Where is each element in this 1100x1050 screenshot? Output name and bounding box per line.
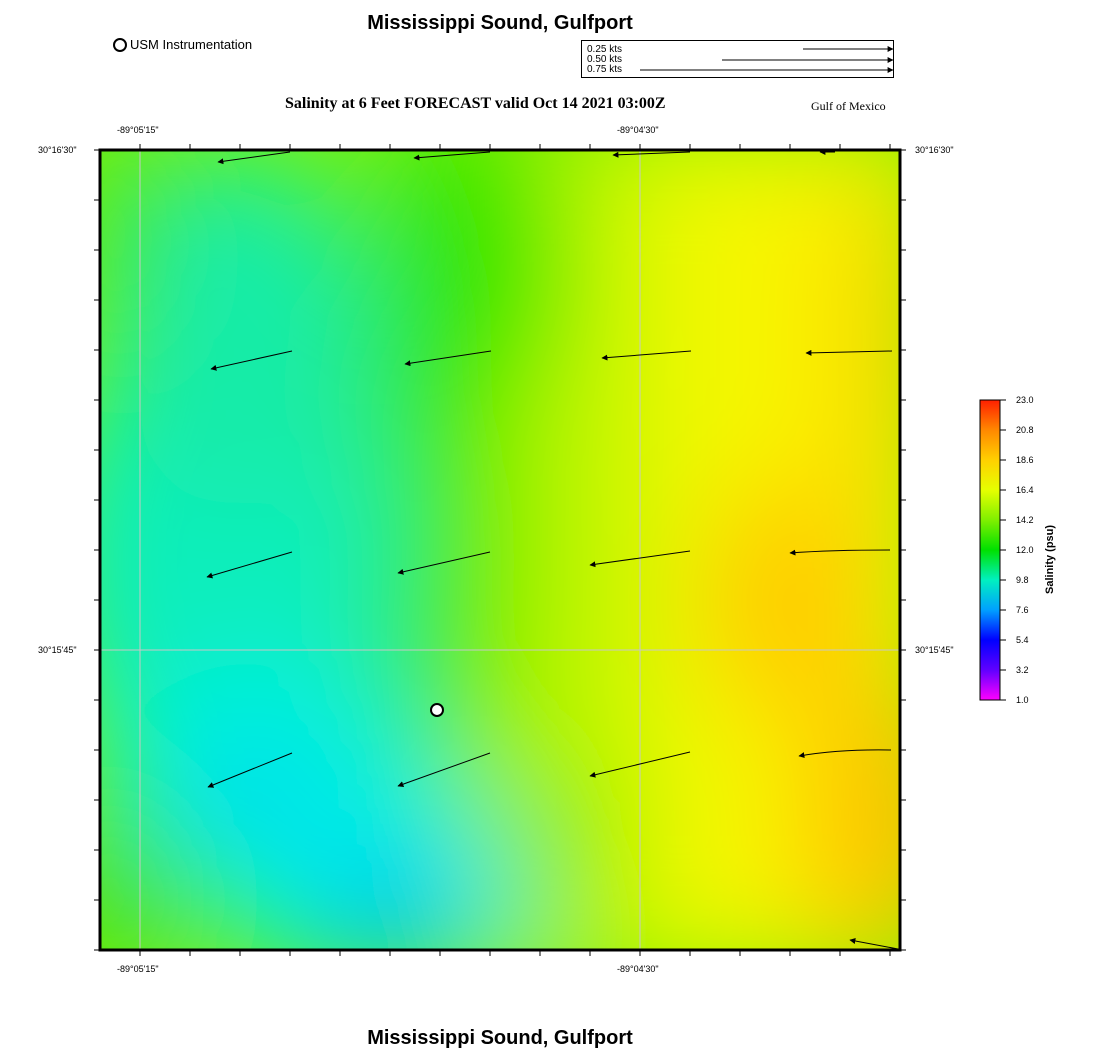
- lon-label-bottom-2: -89°04'30": [617, 964, 659, 974]
- colorbar-ticks: [1000, 400, 1006, 700]
- colorbar-tick-label: 14.2: [1016, 515, 1034, 525]
- lon-label-bottom-1: -89°05'15": [117, 964, 159, 974]
- lon-label-top-2: -89°04'30": [617, 125, 659, 135]
- lat-label-right-2: 30°15'45": [915, 645, 954, 655]
- speed-legend-arrows: [640, 49, 893, 70]
- usm-instrument-marker[interactable]: [431, 704, 443, 716]
- colorbar-tick-label: 18.6: [1016, 455, 1034, 465]
- colorbar-tick-label: 1.0: [1016, 695, 1029, 705]
- lat-label-left-1: 30°16'30": [38, 145, 77, 155]
- instrument-legend-label: USM Instrumentation: [130, 37, 253, 52]
- region-label: Gulf of Mexico: [811, 99, 886, 113]
- colorbar-tick-label: 20.8: [1016, 425, 1034, 435]
- colorbar-title: Salinity (psu): [1044, 524, 1056, 594]
- speed-legend-label-3: 0.75 kts: [587, 64, 623, 75]
- lon-label-top-1: -89°05'15": [117, 125, 159, 135]
- colorbar-tick-label: 23.0: [1016, 395, 1034, 405]
- map-title: Mississippi Sound, Gulfport: [367, 12, 633, 34]
- speed-legend-label-1: 0.25 kts: [587, 44, 623, 55]
- speed-legend-label-2: 0.50 kts: [587, 54, 623, 65]
- lat-label-right-1: 30°16'30": [915, 145, 954, 155]
- colorbar-tick-label: 12.0: [1016, 545, 1034, 555]
- colorbar-tick-label: 9.8: [1016, 575, 1029, 585]
- map-subtitle: Salinity at 6 Feet FORECAST valid Oct 14 2021 03:00Z: [285, 95, 666, 112]
- colorbar-tick-label: 16.4: [1016, 485, 1034, 495]
- salinity-field: [50, 110, 960, 990]
- colorbar-tick-label: 3.2: [1016, 665, 1029, 675]
- footer-title: Mississippi Sound, Gulfport: [367, 1027, 633, 1049]
- colorbar: [980, 400, 1000, 700]
- field-blobs: [50, 110, 960, 990]
- colorbar-tick-label: 5.4: [1016, 635, 1029, 645]
- colorbar-tick-label: 7.6: [1016, 605, 1029, 615]
- lat-label-left-2: 30°15'45": [38, 645, 77, 655]
